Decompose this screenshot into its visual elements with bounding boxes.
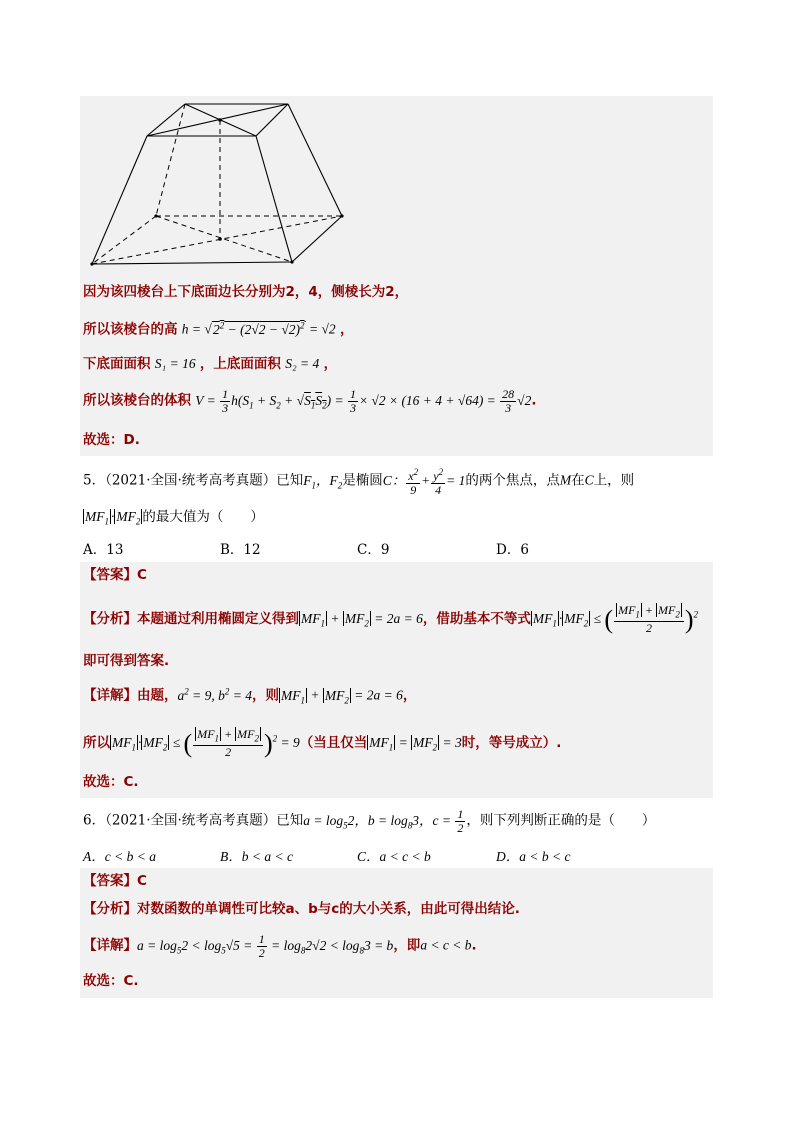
q5-answer-value: C: [137, 567, 147, 583]
lower-area-label: 下底面面积: [83, 356, 151, 372]
q5-answer: [83, 566, 147, 584]
volume-formula: V = $\frac{1}{3}$ $h(S_1 + S_2 + √S_1S_2)$ = $\frac{1}{3}$ × √2 × (16 + 4 + √64) = $\frac{28}{3}$ √2: [195, 387, 532, 415]
q5-analysis-text-b: ，借助基本不等式: [422, 610, 531, 627]
q5-option-d[interactable]: D．6: [496, 542, 529, 558]
foci-label: $F_1$，$F_2$: [303, 472, 343, 491]
q6-option-b[interactable]: B．b < a < c: [220, 849, 293, 864]
q6-analysis-text: 对数函数的单调性可比较a、b与c的大小关系，由此可得出结论.: [137, 901, 520, 917]
solution4-line2: [83, 316, 353, 339]
sum-of-distances: $MF_1 + MF_2 = 2a = 6$: [281, 687, 403, 706]
q6-answer: [83, 872, 147, 890]
ellipse-c: C: [584, 472, 594, 488]
q5-stem-line2: [83, 508, 264, 531]
q5-detail-text-c: ，: [402, 687, 417, 704]
q6-choice: 故选：C.: [83, 973, 139, 989]
solution4-choice: 故选：D.: [83, 432, 140, 448]
q5-detail2-text-a: 所以: [83, 734, 110, 751]
q5-analysis-text-a: 本题通过利用椭圆定义得到: [137, 610, 299, 627]
equality-condition: $MF_1 = MF_2 = 3$: [369, 734, 462, 753]
solution4-line3: [83, 355, 337, 373]
point-m: M: [559, 472, 572, 488]
q5-detail-label: 【详解】: [83, 687, 137, 704]
q5-stem-text-g: 在: [571, 472, 585, 489]
q6-definitions: $a = \log_52$，$b = \log_83$，c = $\frac{1}{2}$: [303, 807, 464, 835]
upper-area-label: ，上底面面积: [199, 356, 281, 372]
q5-analysis: [83, 604, 698, 635]
q6-analysis-label: 【分析】: [83, 901, 137, 917]
q6-analysis: [83, 900, 520, 918]
q6-option-d[interactable]: D．a < b < c: [496, 849, 571, 864]
q5-analysis-end: 即可得到答案.: [83, 653, 170, 669]
lower-area-formula: S₁ = 16: [154, 356, 196, 371]
solution4-line4: [83, 388, 536, 415]
q5-detail-line2: [83, 728, 561, 759]
q6-detail: [83, 933, 477, 960]
q6-detail-conclusion: a < c < b: [420, 937, 472, 953]
q5-option-c[interactable]: C．9: [357, 542, 390, 558]
q6-option-a[interactable]: A．c < b < a: [83, 849, 156, 864]
q5-detail2-text-b: （当且仅当: [299, 734, 368, 751]
q5-option-b[interactable]: B．12: [220, 542, 261, 558]
volume-label: 所以该棱台的体积: [83, 392, 191, 409]
ellipse-equation: C： $\frac{x^2}{9}$ + $\frac{y^2}{4}$ = 1: [382, 467, 466, 497]
q5-detail-text-b: ，则: [252, 687, 279, 704]
solution4-line1: 因为该四棱台上下底面边长分别为2，4，侧棱长为2，: [83, 284, 409, 300]
solution4-line2-suffix: ，: [339, 321, 354, 338]
solution4-line3-suffix: ，: [323, 356, 338, 372]
ellipse-definition: $MF_1 + MF_2 = 2a = 6$: [301, 610, 423, 629]
q6-option-c[interactable]: C．a < c < b: [357, 849, 431, 864]
q5-stem-text-c: 是椭圆: [342, 472, 383, 489]
q5-detail: [83, 682, 416, 709]
q6-source: 6．（2021·全国·统考高考真题）已知: [83, 812, 304, 829]
upper-area-formula: S₂ = 4: [285, 356, 320, 371]
max-product-formula: $MF_1 \cdot MF_2$ ≤ ( $\frac{MF_1 + MF_2}{2}$ )$^2$ = 9: [112, 727, 300, 760]
solution4-line2-prefix: 所以该棱台的高: [83, 321, 178, 338]
q6-stem: [83, 808, 655, 835]
q5-source: 5．（2021·全国·统考高考真题）已知: [83, 472, 304, 489]
q5-stem-text-e: 的两个焦点，点: [465, 472, 560, 489]
product-expression: $MF_1 \cdot MF_2$: [85, 509, 141, 527]
volume-suffix: .: [531, 392, 537, 409]
q5-stem-ask: 的最大值为（ ）: [142, 509, 264, 525]
q5-stem-text-i: 上，则: [593, 472, 635, 489]
ab-values: $a^2 = 9$, $b^2 = 4$: [177, 686, 252, 703]
q6-detail-label: 【详解】: [83, 937, 137, 954]
q5-answer-background: [80, 562, 713, 798]
q6-answer-value: C: [137, 873, 147, 889]
q6-detail-text-c: .: [471, 937, 477, 954]
q5-choice: 故选：C.: [83, 774, 139, 790]
q5-detail-text-a: 由题，: [137, 687, 178, 704]
height-formula: h = √ $2^2 - (2√2 - √2)^2$ = √2: [181, 320, 336, 337]
frustum-figure: [80, 96, 380, 272]
q6-stem-ask: ，则下列判断正确的是（ ）: [466, 812, 656, 829]
q6-answer-label: 【答案】: [83, 873, 137, 889]
q5-option-a[interactable]: A．13: [83, 542, 124, 558]
q5-stem: [83, 466, 634, 497]
q6-detail-text-b: ，即: [393, 937, 421, 954]
q5-detail2-text-c: 时，等号成立）.: [461, 734, 562, 751]
q5-answer-label: 【答案】: [83, 567, 137, 583]
inequality-expression: $MF_1 \cdot MF_2$ ≤ ( $\frac{MF_1 + MF_2}{2}$ )$^2$: [532, 603, 699, 636]
q5-analysis-label: 【分析】: [83, 610, 137, 627]
q6-detail-chain: $a = \log_52 < \log_5√5$ = $\frac{1}{2}$ = $\log_82√2 < \log_83 = b$: [137, 932, 394, 960]
